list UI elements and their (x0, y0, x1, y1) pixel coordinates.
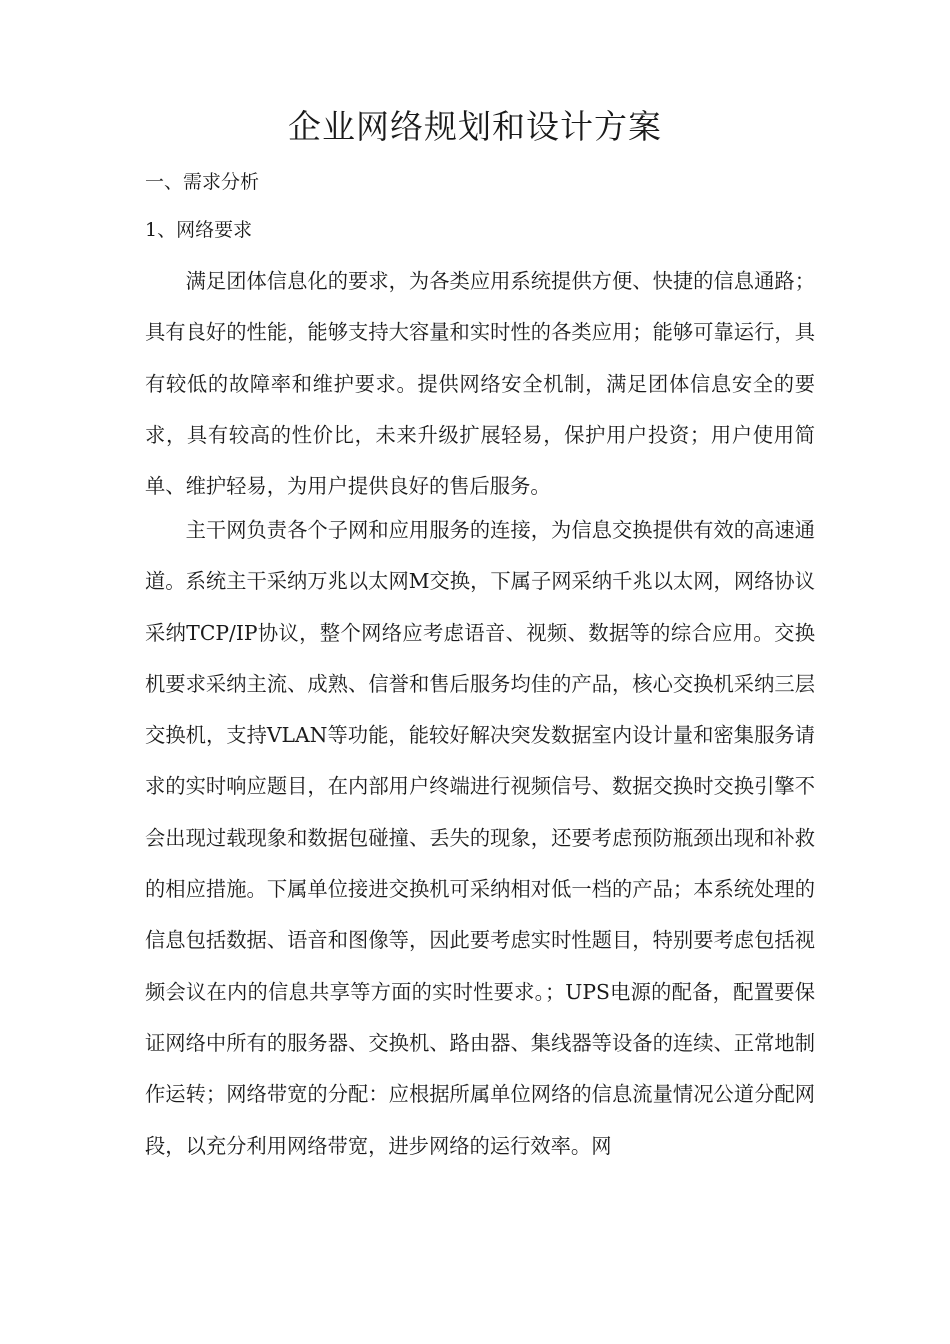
document-title: 企业网络规划和设计方案 (288, 107, 662, 146)
paragraph-network-requirements: 满足团体信息化的要求，为各类应用系统提供方便、快捷的信息通路；具有良好的性能，能够支持大容量和实时性的各类应用；能够可靠运行，具有较低的故障率和维护要求。提供网络安全机制，满足团体信息安全的要求，具有较高的性价比，未来升级扩展轻易，保护用户投资；用户使用简单、维护轻易，为用户提供良好的售后服务。 (145, 269, 815, 499)
subsection-heading: 1、网络要求 (145, 219, 253, 241)
section-heading: 一、需求分析 (145, 171, 260, 193)
paragraph-backbone-network: 主干网负责各个子网和应用服务的连接，为信息交换提供有效的高速通道。系统主干采纳万兆以太网M交换，下属子网采纳千兆以太网，网络协议采纳TCP/IP协议，整个网络应考虑语音、视频、数据等的综合应用。交换机要求采纳主流、成熟、信誉和售后服务均佳的产品，核心交换机采纳三层交换机，支持VLAN等功能，能较好解决突发数据室内设计量和密集服务请求的实时响应题目，在内部用户终端进行视频信号、数据交换时交换引擎不会出现过载现象和数据包碰撞、丢失的现象，还要考虑预防瓶颈出现和补救的相应措施。下属单位接进交换机可采纳相对低一档的产品；本系统处理的信息包括数据、语音和图像等，因此要考虑实时性题目，特别要考虑包括视频会议在内的信息共享等方面的实时性要求。；UPS电源的配备，配置要保证网络中所有的服务器、交换机、路由器、集线器等设备的连续、正常地制作运转；网络带宽的分配：应根据所属单位网络的信息流量情况公道分配网段，以充分利用网络带宽，进步网络的运行效率。网 (145, 518, 815, 1158)
